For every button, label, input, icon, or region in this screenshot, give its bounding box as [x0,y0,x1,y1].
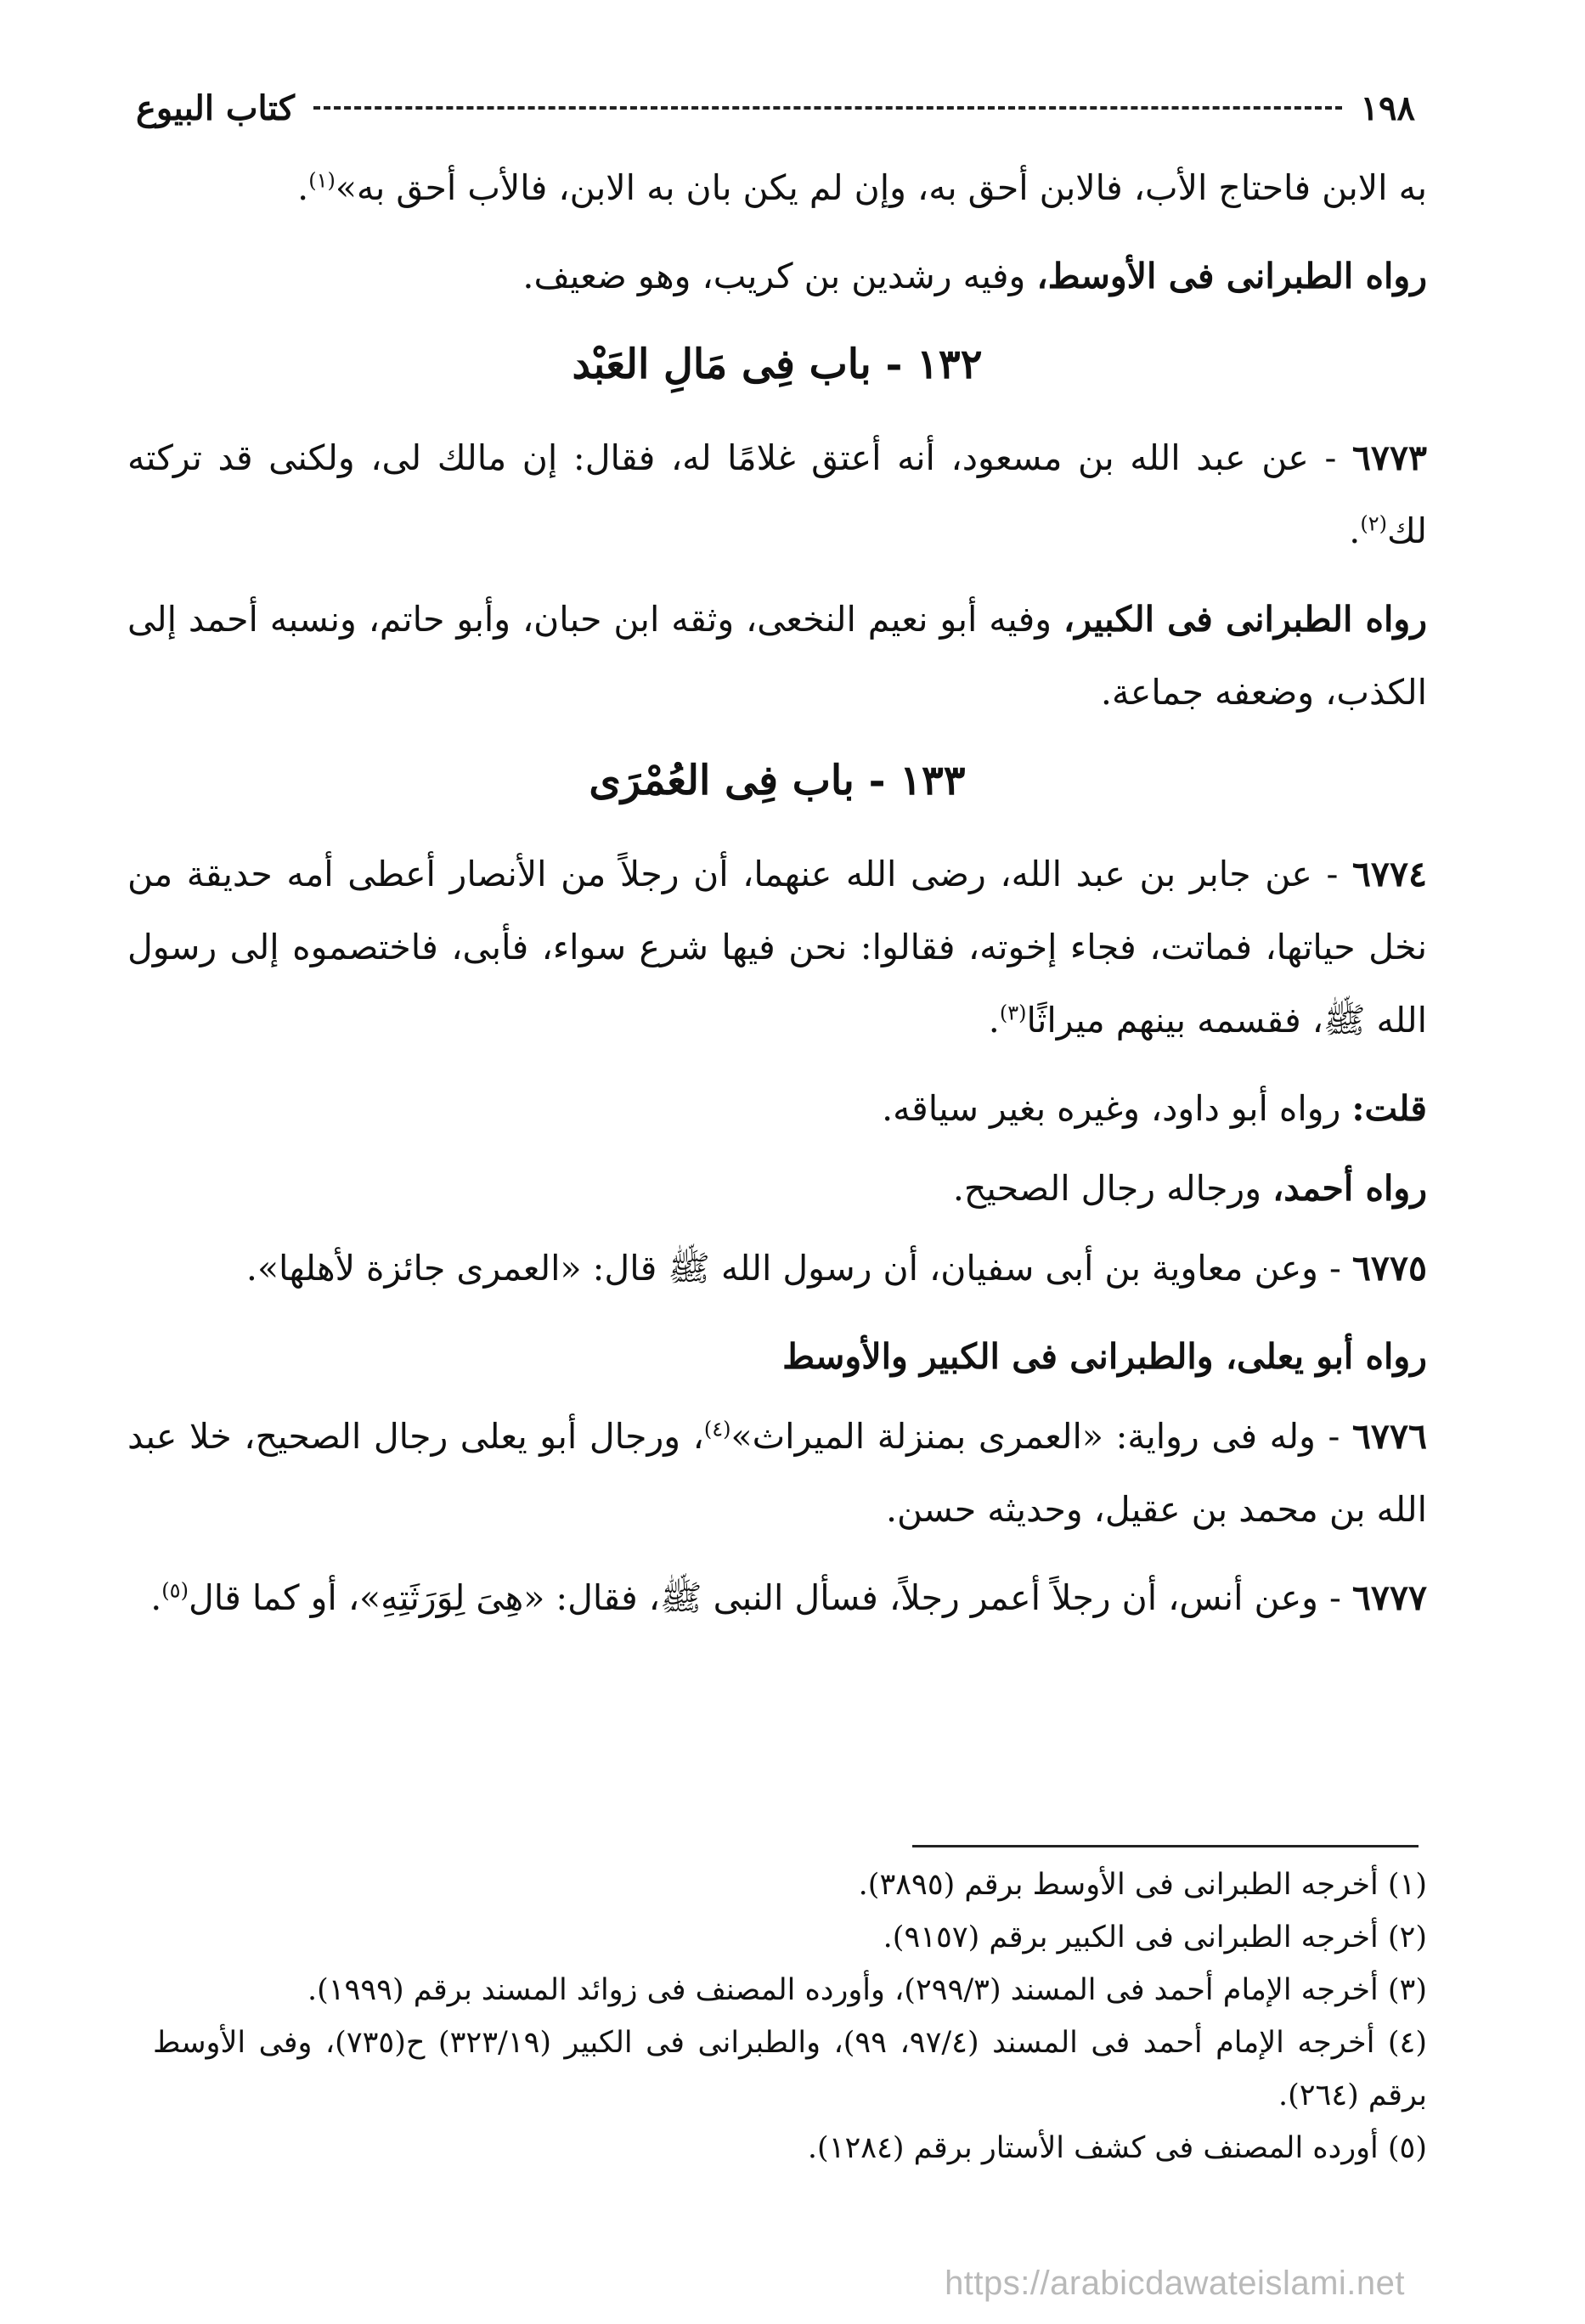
footnote-marker[interactable]: (١) [308,168,336,193]
header-divider [313,106,1342,110]
main-text [127,151,1427,1650]
footnote-marker[interactable]: (٥) [161,1578,189,1603]
footnote: (٢) أخرجه الطبرانى فى الكبير برقم (٩١٥٧). [883,1921,1427,1955]
source-lead: قلت: [1351,1088,1427,1129]
hadith-entry [127,1232,1427,1305]
hadith-text: - عن جابر بن عبد الله، رضى الله عنهما، أن رجلاً من الأنصار أعطى أمه حديقة من نخل حياتها، فماتت، فجاء إخوته، فقالوا: نحن فيها شرع سواء، فأبى، فاختصموه إلى رسول الله ﷺ، فقسمه بينهم ميراثًا [127,854,1427,1041]
chapter-heading: ١٣٣ - باب فِى العُمْرَى [589,757,966,804]
paragraph-text: ورجاله رجال الصحيح. [952,1168,1273,1209]
footnote: (٥) أورده المصنف فى كشف الأستار برقم (١٢٨٤). [807,2131,1427,2165]
hadith-number: ٦٧٧٥ [1351,1248,1427,1289]
paragraph: به الابن فاحتاج الأب، فالابن أحق به، وإن لم يكن بان به الابن، فالأب أحق به»$^{(١)}$. [297,167,1427,208]
hadith-entry: ٦٧٧٣ - عن عبد الله بن مسعود، أنه أعتق غلامًا له، فقال: إن مالك لى، ولكنى قد تركته لك$^{(٢)}$. [127,437,1427,551]
paragraph [127,583,1427,729]
footnote-divider [912,1845,1419,1847]
hadith-text: - وله فى رواية: «العمرى بمنزلة الميراث» [730,1416,1352,1457]
chapter-heading: ١٣٢ - باب فِى مَالِ العَبْد [572,341,983,388]
page-header [136,78,1415,138]
hadith-number: ٦٧٧٣ [1351,437,1427,478]
source-lead: رواه الطبرانى فى الكبير، [1063,599,1427,640]
hadith-text: - وعن أنس، أن رجلاً أعمر رجلاً، فسأل النبى ﷺ، فقال: «هِىَ لِوَرَثَتِهِ»، أو كما قال [188,1577,1352,1618]
paragraph [127,1072,1427,1145]
paragraph [127,240,1427,313]
paragraph-text: وفيه رشدين بن كريب، وهو ضعيف. [522,256,1037,296]
footnote-marker[interactable]: (٤) [703,1417,731,1441]
hadith-text: - عن عبد الله بن مسعود، أنه أعتق غلامًا له، فقال: إن مالك لى، ولكنى قد تركته لك [127,437,1427,551]
hadith-number: ٦٧٧٤ [1351,854,1427,894]
hadith-entry: ٦٧٧٧ - وعن أنس، أن رجلاً أعمر رجلاً، فسأل النبى ﷺ، فقال: «هِىَ لِوَرَثَتِهِ»، أو كما قال$^{(٥)}$. [150,1577,1427,1618]
page-number: ١٩٨ [1360,87,1415,128]
footnote: (٤) أخرجه الإمام أحمد فى المسند (٩٧/٤، ٩٩)، والطبرانى فى الكبير (٣٢٣/١٩) ح(٧٣٥)، وفى الأوسط برقم (٢٦٤). [153,2026,1427,2112]
hadith-number: ٦٧٧٧ [1351,1577,1427,1618]
source-lead: رواه أبو يعلى، والطبرانى فى الكبير والأوسط [782,1336,1427,1377]
book-title: كتاب البيوع [136,87,295,128]
footnote-marker[interactable]: (٣) [999,1001,1027,1025]
source-lead: رواه الطبرانى فى الأوسط، [1036,256,1427,296]
hadith-entry: ٦٧٧٤ - عن جابر بن عبد الله، رضى الله عنهما، أن رجلاً من الأنصار أعطى أمه حديقة من نخل حياتها، فماتت، فجاء إخوته، فقالوا: نحن فيها شرع سواء، فأبى، فاختصموه إلى رسول الله ﷺ، فقسمه بينهم ميراثًا$^{(٣)}$. [127,854,1427,1041]
footnote-marker[interactable]: (٢) [1360,511,1387,536]
hadith-number: ٦٧٧٦ [1351,1416,1427,1457]
hadith-entry: ٦٧٧٦ - وله فى رواية: «العمرى بمنزلة الميراث»$^{(٤)}$، ورجال أبو يعلى رجال الصحيح، خلا عبد الله بن محمد بن عقيل، وحديثه حسن. [127,1416,1427,1530]
hadith-text: - وعن معاوية بن أبى سفيان، أن رسول الله ﷺ قال: «العمرى جائزة لأهلها». [245,1248,1352,1289]
footnote: (٣) أخرجه الإمام أحمد فى المسند (٢٩٩/٣)، وأورده المصنف فى زوائد المسند برقم (١٩٩٩). [307,1973,1427,2007]
source-watermark: https://arabicdawateislami.net [945,2265,1405,2302]
source-lead: رواه أحمد، [1272,1168,1427,1209]
paragraph-text: وفيه أبو نعيم النخعى، وثقه ابن حبان، وأبو حاتم، ونسبه أحمد إلى الكذب، وضعفه جماعة. [127,599,1427,713]
paragraph-text: به الابن فاحتاج الأب، فالابن أحق به، وإن لم يكن بان به الابن، فالأب أحق به» [335,167,1427,208]
paragraph [127,1320,1427,1393]
footnotes [153,1859,1427,2175]
paragraph [127,1152,1427,1225]
footnote: (١) أخرجه الطبرانى فى الأوسط برقم (٣٨٩٥). [858,1868,1427,1902]
paragraph-text: رواه أبو داود، وغيره بغير سياقه. [882,1088,1352,1129]
